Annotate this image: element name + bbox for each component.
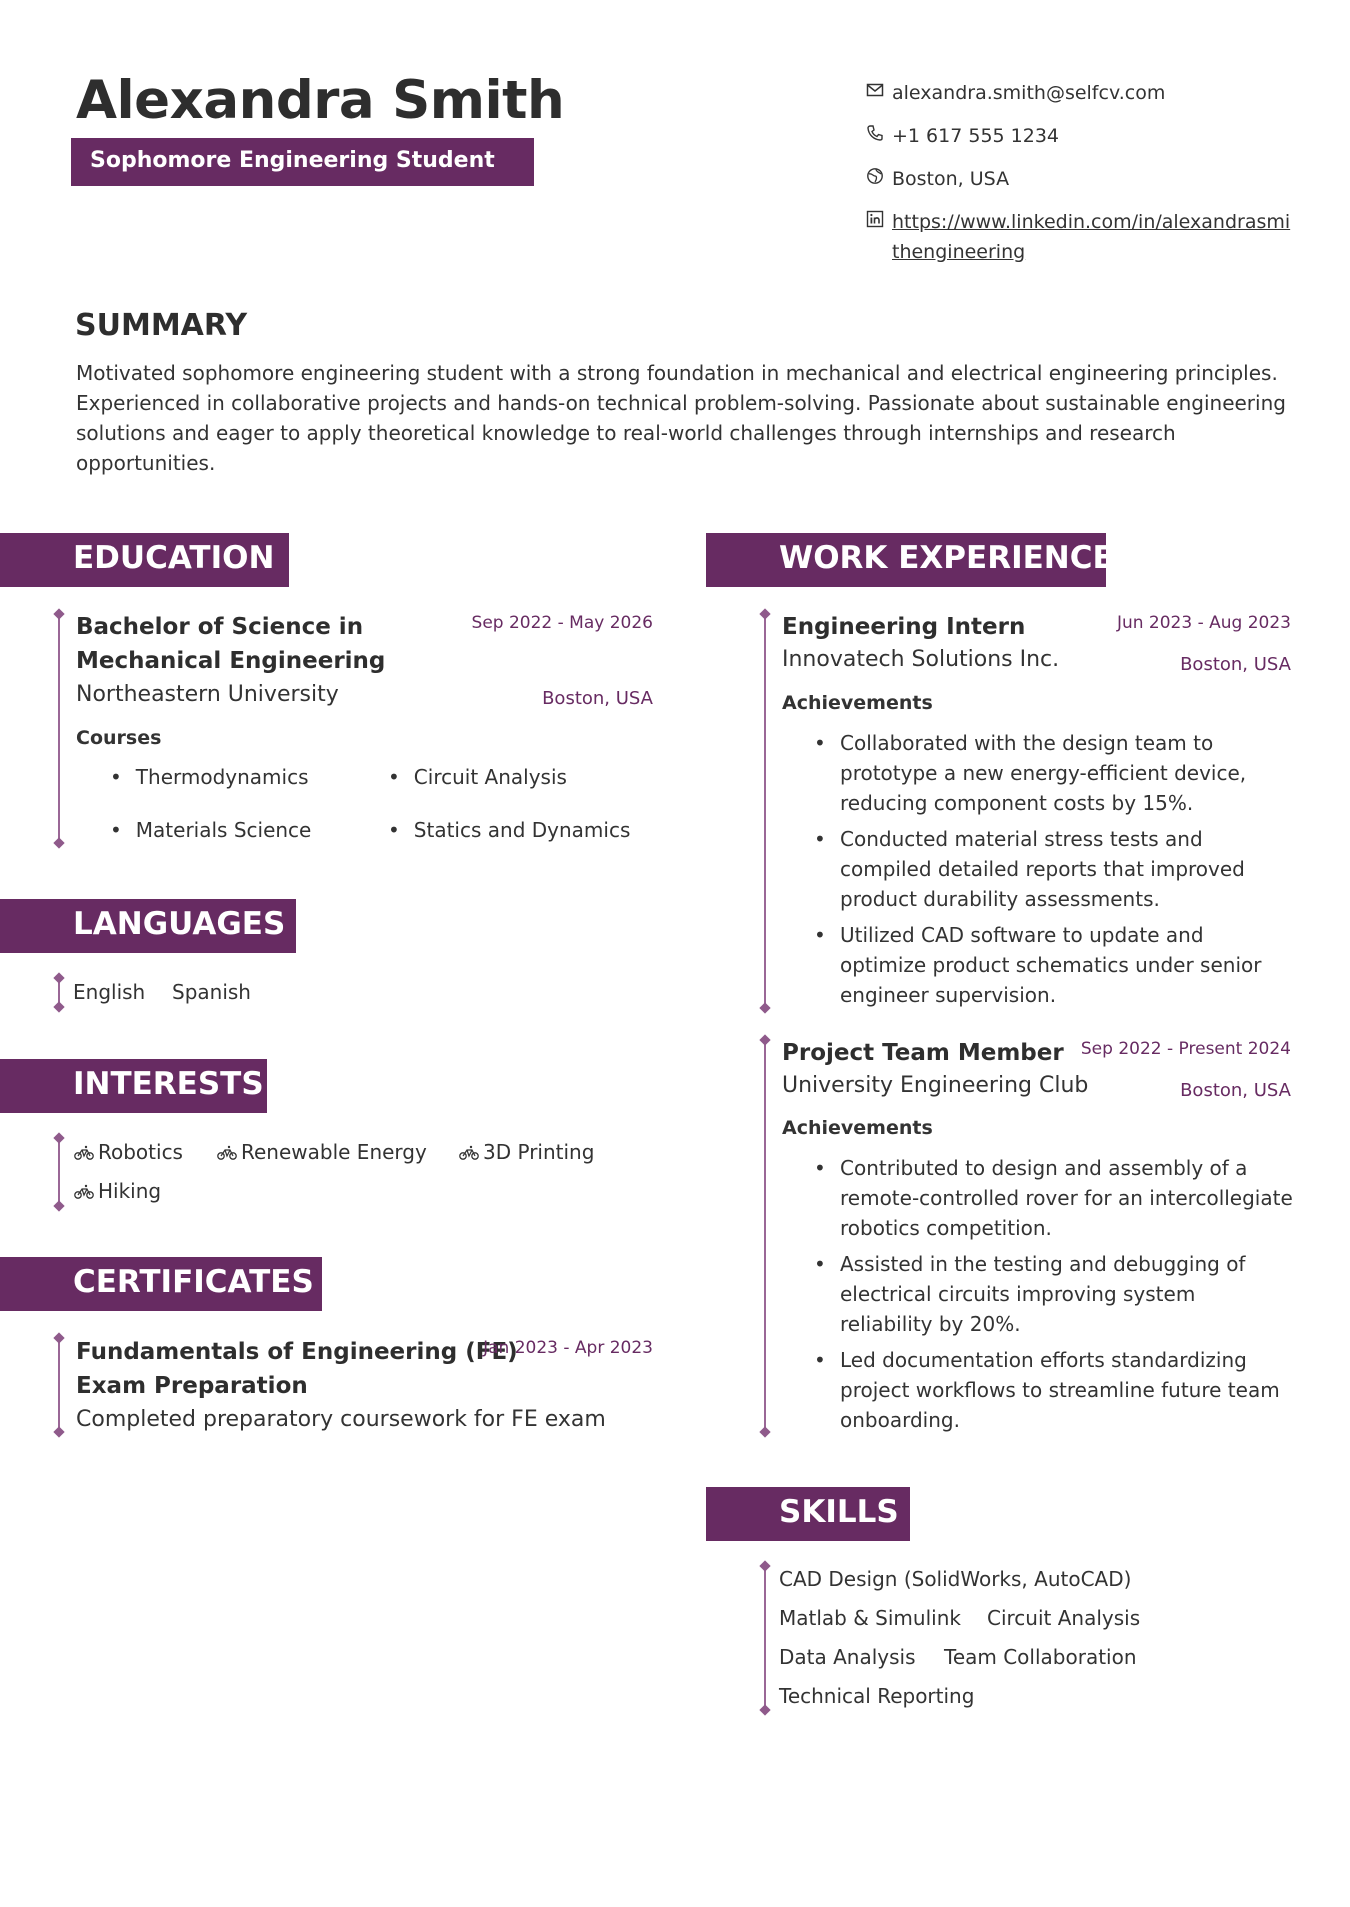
- certificates-heading: CERTIFICATES: [0, 1257, 322, 1311]
- bicycle-icon: [74, 1145, 94, 1161]
- course-item: • Thermodynamics: [110, 765, 309, 789]
- interests-heading: INTERESTS: [0, 1059, 267, 1113]
- achievement-item: • Collaborated with the design team to prototype a new energy-efficient device, reducing component costs by 15%.: [814, 728, 1294, 818]
- interest-item: 3D Printing: [459, 1140, 594, 1164]
- skill-item: CAD Design (SolidWorks, AutoCAD): [779, 1567, 1132, 1591]
- bicycle-icon: [74, 1184, 94, 1200]
- globe-icon: [866, 167, 884, 185]
- school-name: Northeastern University: [76, 682, 339, 707]
- job-location: Boston, USA: [1180, 654, 1291, 675]
- phone-text: +1 617 555 1234: [892, 125, 1060, 147]
- phone-icon: [866, 124, 884, 142]
- degree-line-1: Bachelor of Science in: [76, 614, 364, 640]
- linkedin-link[interactable]: https://www.linkedin.com/in/alexandrasmithengineering: [892, 211, 1291, 263]
- job-dates: Jun 2023 - Aug 2023: [1116, 613, 1291, 633]
- languages-heading: LANGUAGES: [0, 899, 296, 953]
- contact-email[interactable]: [866, 78, 1296, 108]
- bicycle-icon: [217, 1145, 237, 1161]
- bicycle-icon: [459, 1145, 479, 1161]
- job-role: Project Team Member: [782, 1040, 1064, 1066]
- education-timeline: [58, 614, 60, 843]
- course-item: • Statics and Dynamics: [388, 818, 630, 842]
- candidate-title: Sophomore Engineering Student: [71, 138, 534, 186]
- job-dates: Sep 2022 - Present 2024: [1080, 1039, 1291, 1059]
- achievement-item: • Contributed to design and assembly of a remote-controlled rover for an intercollegiate robotics competition.: [814, 1153, 1294, 1243]
- skill-item: Matlab & Simulink: [779, 1606, 961, 1630]
- summary-heading: SUMMARY: [75, 308, 248, 343]
- degree-line-2: Mechanical Engineering: [76, 648, 386, 674]
- course-item: • Materials Science: [110, 818, 311, 842]
- skills-heading: SKILLS: [706, 1487, 910, 1541]
- languages-timeline: [58, 978, 60, 1007]
- achievement-item: • Utilized CAD software to update and optimize product schematics under senior engineer supervision.: [814, 920, 1294, 1010]
- certificates-timeline: [58, 1338, 60, 1432]
- achievement-item: • Conducted material stress tests and compiled detailed reports that improved product durability assessments.: [814, 824, 1294, 914]
- interest-item: Hiking: [74, 1179, 161, 1203]
- achievements-label: Achievements: [782, 692, 933, 714]
- language-item: Spanish: [172, 980, 251, 1004]
- job-timeline: [764, 614, 766, 1008]
- contact-linkedin[interactable]: [866, 207, 1296, 267]
- summary-text: Motivated sophomore engineering student with a strong foundation in mechanical and electrical engineering principles. Experienced in collaborative projects and hands-on technical problem-solving. Passionate about sustainable engineering solutions and eager to apply theoretical knowledge to real-world challenges through internships and research opportunities.: [76, 361, 1286, 475]
- work-heading: WORK EXPERIENCE: [706, 533, 1106, 587]
- achievements-list: [814, 1153, 1294, 1441]
- education-location: Boston, USA: [542, 688, 653, 709]
- education-heading: EDUCATION: [0, 533, 289, 587]
- interests-timeline: [58, 1138, 60, 1206]
- interest-item: Robotics: [74, 1140, 183, 1164]
- skills-timeline: [764, 1566, 766, 1710]
- job-location: Boston, USA: [1180, 1080, 1291, 1101]
- achievements-list: [814, 728, 1294, 1016]
- certificate-description: Completed preparatory coursework for FE exam: [76, 1407, 606, 1432]
- achievement-item: • Assisted in the testing and debugging of electrical circuits improving system reliability by 20%.: [814, 1249, 1294, 1339]
- job-company: University Engineering Club: [782, 1073, 1089, 1098]
- linkedin-icon: [866, 210, 884, 228]
- email-text: alexandra.smith@selfcv.com: [892, 82, 1166, 104]
- certificate-title-line-2: Exam Preparation: [76, 1373, 308, 1399]
- contact-phone[interactable]: [866, 121, 1296, 151]
- candidate-name: Alexandra Smith: [76, 70, 565, 131]
- certificate-title-line-1: Fundamentals of Engineering (FE): [76, 1339, 518, 1365]
- location-text: Boston, USA: [892, 168, 1010, 190]
- skill-item: Team Collaboration: [944, 1645, 1137, 1669]
- job-role: Engineering Intern: [782, 614, 1026, 640]
- contact-location: [866, 164, 1296, 194]
- achievements-label: Achievements: [782, 1117, 933, 1139]
- job-timeline: [764, 1040, 766, 1432]
- course-item: • Circuit Analysis: [388, 765, 567, 789]
- achievement-item: • Led documentation efforts standardizing project workflows to streamline future team onboarding.: [814, 1345, 1294, 1435]
- skill-item: Circuit Analysis: [987, 1606, 1141, 1630]
- job-company: Innovatech Solutions Inc.: [782, 647, 1060, 672]
- skill-item: Technical Reporting: [779, 1684, 975, 1708]
- language-item: English: [73, 980, 146, 1004]
- mail-icon: [866, 81, 884, 99]
- courses-label: Courses: [76, 727, 162, 749]
- interest-item: Renewable Energy: [217, 1140, 427, 1164]
- education-dates: Sep 2022 - May 2026: [471, 613, 653, 633]
- certificate-dates: Jan 2023 - Apr 2023: [483, 1338, 653, 1358]
- skill-item: Data Analysis: [779, 1645, 916, 1669]
